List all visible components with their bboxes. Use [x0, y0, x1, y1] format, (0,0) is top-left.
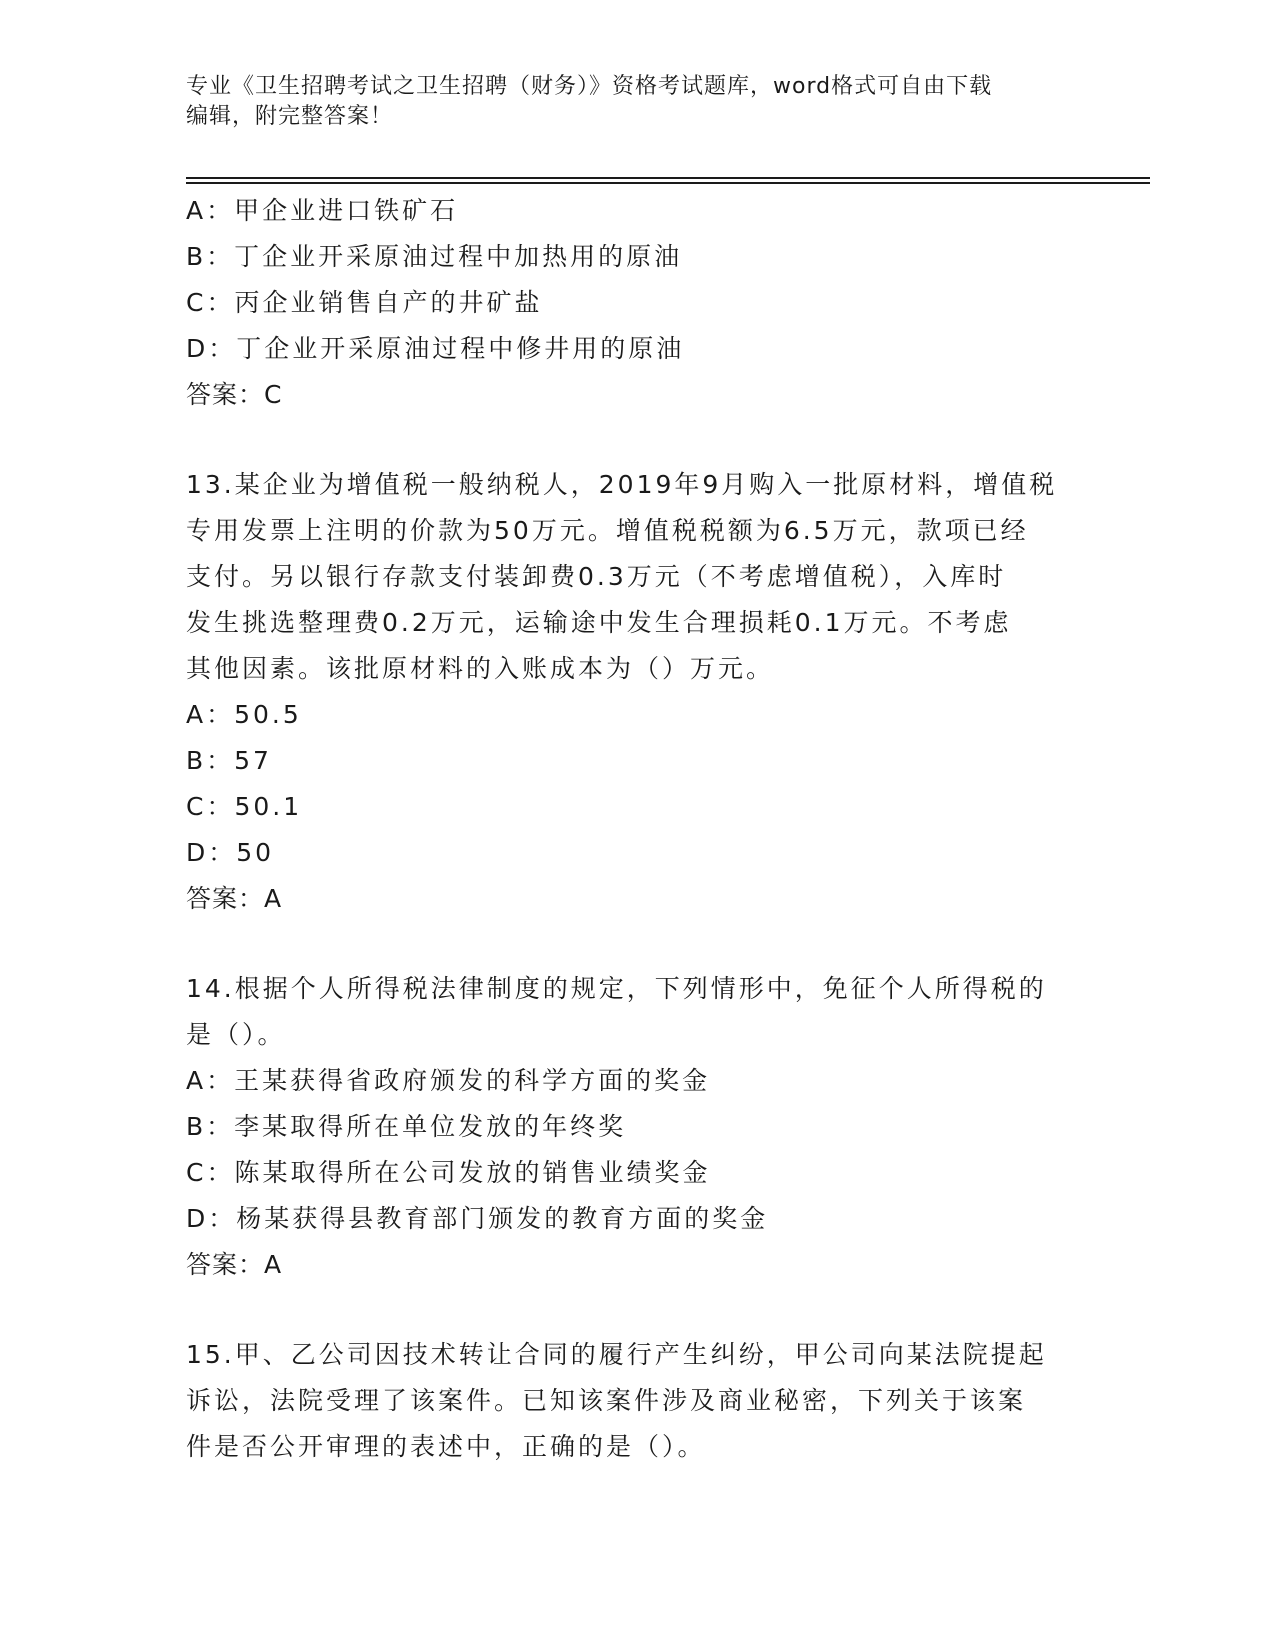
option-d: D：杨某获得县教育部门颁发的教育方面的奖金 [186, 1204, 769, 1233]
stem-line: 专用发票上注明的价款为50万元。增值税税额为6.5万元，款项已经 [186, 516, 1029, 545]
document-header [186, 72, 1066, 132]
option-b: B：丁企业开采原油过程中加热用的原油 [186, 242, 683, 271]
option-a: A：王某获得省政府颁发的科学方面的奖金 [186, 1066, 711, 1095]
spacer [186, 418, 1086, 462]
spacer [186, 1288, 1086, 1332]
stem-line: 13.某企业为增值税一般纳税人，2019年9月购入一批原材料，增值税 [186, 470, 1058, 499]
option-a: A：甲企业进口铁矿石 [186, 196, 459, 225]
question-13 [186, 462, 1086, 922]
answer: 答案：C [186, 380, 283, 409]
question-stem [186, 462, 1086, 692]
spacer [186, 922, 1086, 966]
question-12 [186, 188, 1086, 418]
question-14 [186, 966, 1086, 1288]
option-c: C：陈某取得所在公司发放的销售业绩奖金 [186, 1158, 711, 1187]
stem-line: 14.根据个人所得税法律制度的规定，下列情形中，免征个人所得税的 [186, 974, 1047, 1003]
answer: 答案：A [186, 884, 283, 913]
option-c: C：丙企业销售自产的井矿盐 [186, 288, 543, 317]
header-rule-bottom [186, 182, 1150, 184]
header-line-2: 编辑，附完整答案！ [186, 104, 394, 129]
header-line-1: 专业《卫生招聘考试之卫生招聘（财务）》资格考试题库，word格式可自由下载 [186, 74, 993, 99]
header-rule-top [186, 177, 1150, 179]
document-body [186, 188, 1086, 1470]
option-b: B：李某取得所在单位发放的年终奖 [186, 1112, 627, 1141]
option-d: D：丁企业开采原油过程中修井用的原油 [186, 334, 685, 363]
option-b: B：57 [186, 746, 272, 775]
question-15 [186, 1332, 1086, 1470]
stem-line: 支付。另以银行存款支付装卸费0.3万元（不考虑增值税），入库时 [186, 562, 1007, 591]
option-d: D：50 [186, 838, 275, 867]
option-c: C：50.1 [186, 792, 303, 821]
stem-line: 是（）。 [186, 1020, 286, 1049]
question-stem [186, 1332, 1086, 1470]
stem-line: 件是否公开审理的表述中，正确的是（）。 [186, 1432, 706, 1461]
stem-line: 15.甲、乙公司因技术转让合同的履行产生纠纷，甲公司向某法院提起 [186, 1340, 1047, 1369]
stem-line: 发生挑选整理费0.2万元，运输途中发生合理损耗0.1万元。不考虑 [186, 608, 1012, 637]
stem-line: 其他因素。该批原材料的入账成本为（）万元。 [186, 654, 775, 683]
answer: 答案：A [186, 1250, 283, 1279]
stem-line: 诉讼，法院受理了该案件。已知该案件涉及商业秘密，下列关于该案 [186, 1386, 1027, 1415]
question-stem [186, 966, 1086, 1058]
option-a: A：50.5 [186, 700, 302, 729]
